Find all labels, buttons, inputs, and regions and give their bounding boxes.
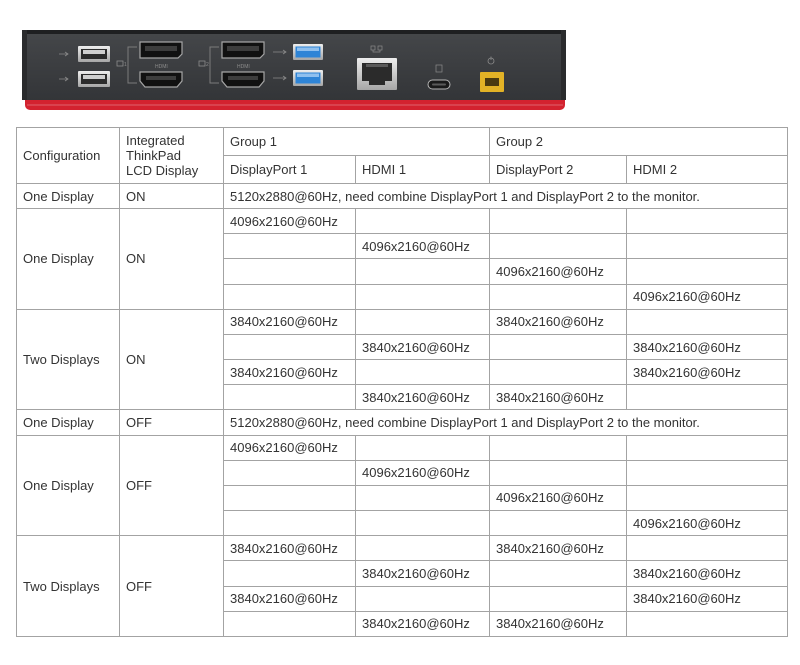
hdmi-1-cell: 3840x2160@60Hz — [356, 334, 490, 359]
lcd-state-cell: OFF — [120, 536, 224, 637]
usb3-port — [293, 44, 323, 60]
hdmi-1-cell — [356, 259, 490, 284]
displayport-1-cell: 4096x2160@60Hz — [224, 435, 356, 460]
displayport-2-port — [222, 42, 264, 58]
hdmi-2-cell: 3840x2160@60Hz — [627, 334, 788, 359]
displayport-2-cell — [490, 561, 627, 586]
hdmi-2-cell — [627, 309, 788, 334]
group-1-header: Group 1 — [224, 128, 490, 156]
hdmi-2-cell — [627, 385, 788, 410]
lcd-display-header — [120, 128, 224, 184]
displayport-2-cell — [490, 460, 627, 485]
displayport-2-cell — [490, 511, 627, 536]
hdmi-2-cell: 3840x2160@60Hz — [627, 360, 788, 385]
displayport-1-cell — [224, 561, 356, 586]
hdmi-1-cell — [356, 284, 490, 309]
displayport-2-cell — [490, 284, 627, 309]
displayport-2-cell: 3840x2160@60Hz — [490, 536, 627, 561]
hdmi-2-cell: 3840x2160@60Hz — [627, 586, 788, 611]
displayport-1-cell — [224, 460, 356, 485]
hdmi-2-cell — [627, 460, 788, 485]
hdmi-1-cell — [356, 360, 490, 385]
displayport-1-cell: 3840x2160@60Hz — [224, 536, 356, 561]
combined-mode-cell: 5120x2880@60Hz, need combine DisplayPort 1 and DisplayPort 2 to the monitor. — [224, 184, 788, 209]
lcd-state-cell: OFF — [120, 435, 224, 536]
lcd-state-cell: ON — [120, 184, 224, 209]
hdmi-2-cell — [627, 209, 788, 234]
hdmi-2-cell — [627, 259, 788, 284]
group-1-marker: 1 — [124, 62, 127, 68]
displayport-2-cell: 3840x2160@60Hz — [490, 309, 627, 334]
configuration-cell: Two Displays — [17, 536, 120, 637]
displayport-1-header: DisplayPort 1 — [224, 156, 356, 184]
displayport-1-cell: 3840x2160@60Hz — [224, 586, 356, 611]
table-row — [17, 209, 788, 234]
hdmi-2-cell: 4096x2160@60Hz — [627, 284, 788, 309]
ethernet-port — [357, 58, 397, 90]
combined-mode-cell: 5120x2880@60Hz, need combine DisplayPort 1 and DisplayPort 2 to the monitor. — [224, 410, 788, 435]
configuration-cell: One Display — [17, 410, 120, 435]
display-configuration-table — [16, 127, 788, 637]
displayport-2-cell: 4096x2160@60Hz — [490, 485, 627, 510]
hdmi-1-cell: 3840x2160@60Hz — [356, 611, 490, 636]
displayport-2-cell: 3840x2160@60Hz — [490, 611, 627, 636]
hdmi-1-cell — [356, 209, 490, 234]
displayport-1-port — [140, 42, 182, 58]
configuration-cell: Two Displays — [17, 309, 120, 410]
hdmi-1-cell — [356, 485, 490, 510]
hdmi-1-cell: 3840x2160@60Hz — [356, 561, 490, 586]
displayport-1-cell — [224, 259, 356, 284]
hdmi-2-port-label: HDMI — [237, 64, 250, 70]
lcd-state-cell: OFF — [120, 410, 224, 435]
hdmi-1-cell — [356, 511, 490, 536]
hdmi-2-cell — [627, 485, 788, 510]
hdmi-1-port-label: HDMI — [155, 64, 168, 70]
lcd-state-cell: ON — [120, 309, 224, 410]
displayport-1-cell: 3840x2160@60Hz — [224, 360, 356, 385]
configuration-cell: One Display — [17, 435, 120, 536]
displayport-1-cell: 3840x2160@60Hz — [224, 309, 356, 334]
hdmi-2-cell — [627, 234, 788, 259]
lcd-header-line: Integrated — [126, 133, 185, 148]
table-row — [17, 184, 788, 209]
table-row — [17, 536, 788, 561]
displayport-2-cell — [490, 234, 627, 259]
hdmi-2-cell — [627, 435, 788, 460]
displayport-2-cell — [490, 435, 627, 460]
lcd-state-cell: ON — [120, 209, 224, 310]
usb-a-port — [78, 46, 110, 62]
table-row — [17, 435, 788, 460]
group-2-marker: 2 — [206, 62, 209, 68]
displayport-1-cell — [224, 284, 356, 309]
hdmi-1-cell: 4096x2160@60Hz — [356, 460, 490, 485]
hdmi-1-cell: 3840x2160@60Hz — [356, 385, 490, 410]
configuration-cell: One Display — [17, 184, 120, 209]
displayport-2-cell: 3840x2160@60Hz — [490, 385, 627, 410]
displayport-1-cell — [224, 234, 356, 259]
hdmi-2-port — [222, 72, 264, 87]
usb-c-port — [428, 80, 450, 89]
hdmi-1-cell — [356, 435, 490, 460]
displayport-1-cell — [224, 511, 356, 536]
displayport-1-cell — [224, 611, 356, 636]
hdmi-1-cell — [356, 586, 490, 611]
displayport-2-cell — [490, 586, 627, 611]
hdmi-2-cell: 4096x2160@60Hz — [627, 511, 788, 536]
configuration-cell: One Display — [17, 209, 120, 310]
displayport-1-cell — [224, 485, 356, 510]
hdmi-2-cell — [627, 536, 788, 561]
displayport-2-cell — [490, 334, 627, 359]
power-input-port — [480, 72, 504, 92]
usb-a-port — [78, 71, 110, 87]
hdmi-1-cell: 4096x2160@60Hz — [356, 234, 490, 259]
hdmi-2-cell — [627, 611, 788, 636]
hdmi-1-port — [140, 72, 182, 87]
displayport-2-cell — [490, 209, 627, 234]
hdmi-1-cell — [356, 536, 490, 561]
displayport-2-cell: 4096x2160@60Hz — [490, 259, 627, 284]
displayport-1-cell: 4096x2160@60Hz — [224, 209, 356, 234]
hdmi-1-cell — [356, 309, 490, 334]
lcd-header-line: LCD Display — [126, 163, 199, 178]
dock-rear-panel-image — [0, 0, 570, 115]
group-2-header: Group 2 — [490, 128, 788, 156]
table-row — [17, 410, 788, 435]
lcd-header-line: ThinkPad — [126, 148, 181, 163]
hdmi-1-header: HDMI 1 — [356, 156, 490, 184]
displayport-2-cell — [490, 360, 627, 385]
displayport-2-header: DisplayPort 2 — [490, 156, 627, 184]
configuration-header: Configuration — [17, 128, 120, 184]
hdmi-2-cell: 3840x2160@60Hz — [627, 561, 788, 586]
header-row — [17, 128, 788, 156]
displayport-1-cell — [224, 334, 356, 359]
table-row — [17, 309, 788, 334]
displayport-1-cell — [224, 385, 356, 410]
hdmi-2-header: HDMI 2 — [627, 156, 788, 184]
usb3-port — [293, 70, 323, 86]
